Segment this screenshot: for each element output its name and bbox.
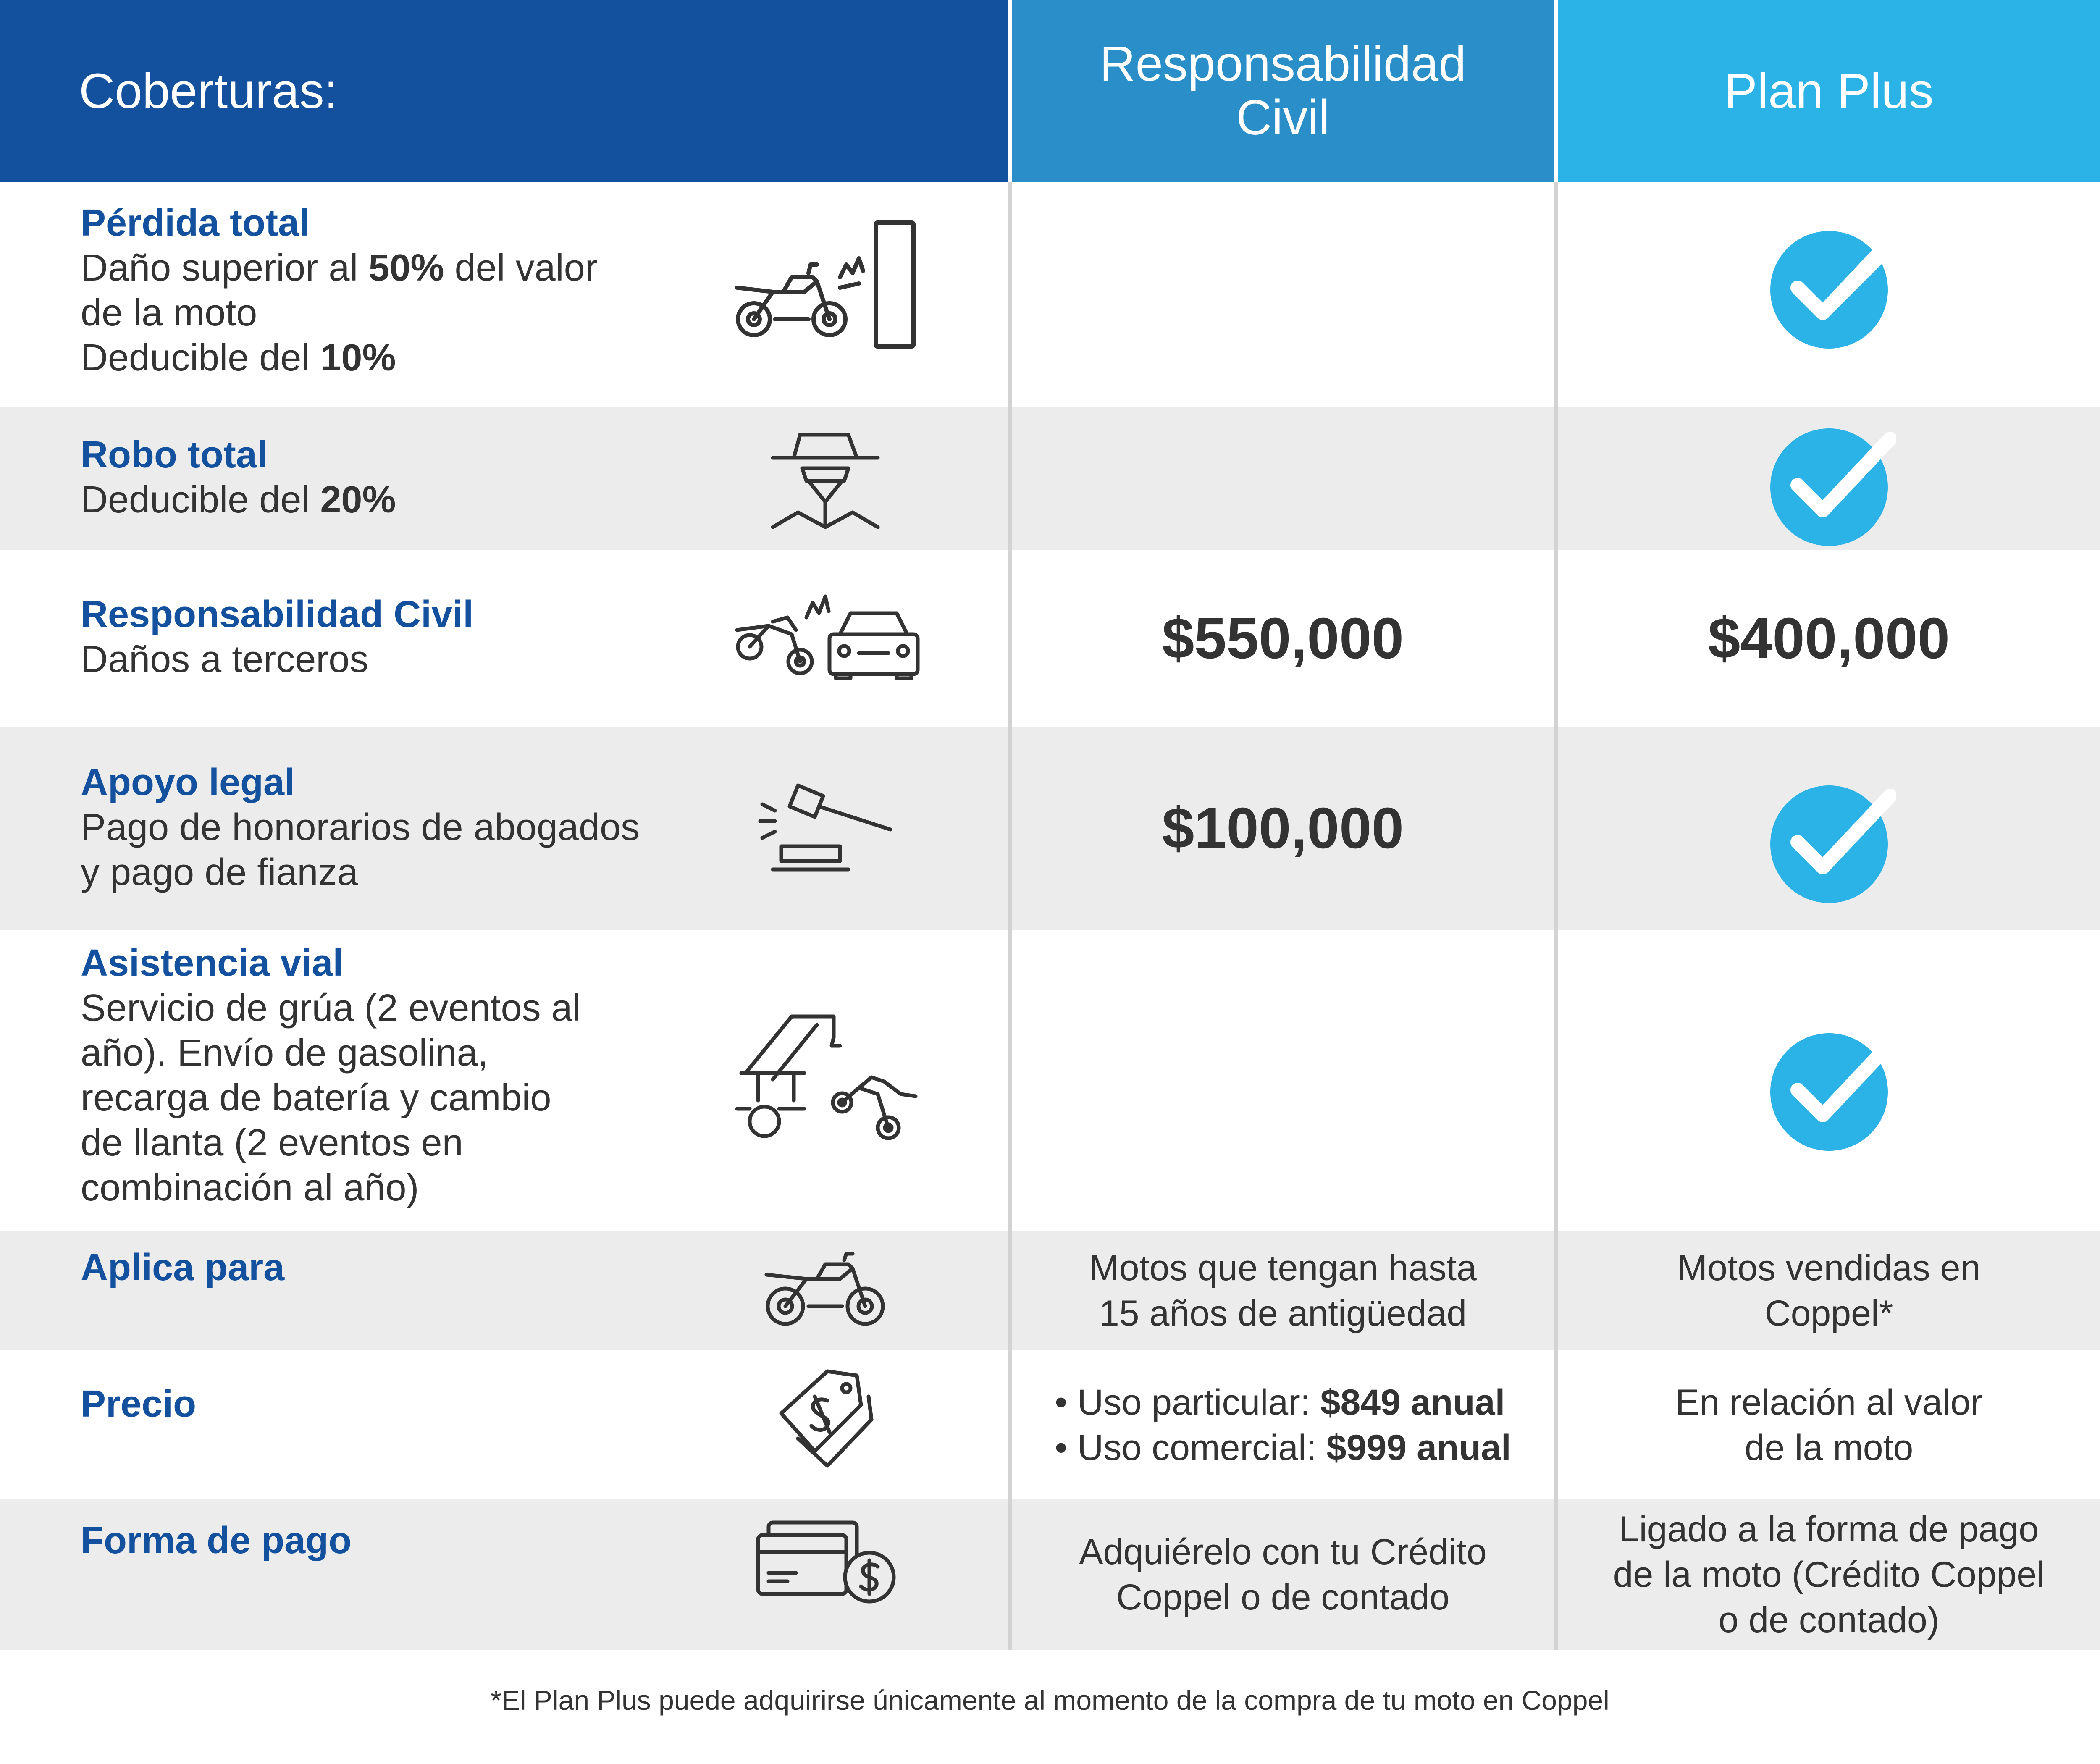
header-coberturas	[0, 0, 1008, 182]
cell-text: Motos vendidas en	[1677, 1247, 1981, 1288]
coverage-text: del valor	[444, 247, 598, 289]
credit-card-cash-icon	[754, 1518, 899, 1606]
cell-text: o de contado)	[1718, 1600, 1940, 1640]
coverage-responsabilidad-civil	[81, 592, 473, 682]
coverage-text: de llanta (2 eventos en	[81, 1122, 463, 1164]
header-coberturas-label: Coberturas:	[79, 63, 338, 119]
check-circle-icon	[1770, 422, 1896, 548]
rc-aplica-para	[1012, 1231, 1554, 1350]
rc-responsabilidad-civil-value	[1012, 550, 1554, 727]
coverage-perdida-total	[81, 201, 598, 381]
header-rc-line1: Responsabilidad	[1100, 36, 1466, 92]
coverage-text: Pago de honorarios de abogados	[81, 806, 640, 848]
header-plan-plus-label: Plan Plus	[1724, 63, 1934, 119]
coverage-bold: 50%	[368, 247, 444, 289]
cell-text: Coppel*	[1764, 1293, 1893, 1334]
coverage-text: Deducible del	[81, 337, 320, 379]
coverage-title: Apoyo legal	[81, 761, 295, 803]
coverage-title: Pérdida total	[81, 202, 310, 244]
coverage-text: de la moto	[81, 292, 257, 334]
column-divider-2	[1554, 182, 1558, 1650]
pp-forma-de-pago	[1558, 1499, 2100, 1650]
coverage-title: Precio	[81, 1383, 197, 1425]
rc-apoyo-legal-value	[1012, 727, 1554, 930]
coverage-forma-de-pago	[81, 1518, 352, 1563]
header-rc-line2: Civil	[1236, 89, 1330, 145]
pp-precio	[1558, 1350, 2100, 1499]
pp-responsabilidad-civil-value	[1558, 550, 2100, 727]
coverage-text: año). Envío de gasolina,	[81, 1032, 488, 1074]
motorcycle-car-collision-icon	[733, 592, 922, 680]
rc-precio	[1012, 1350, 1554, 1499]
coverage-apoyo-legal	[81, 760, 640, 895]
column-divider-1	[1008, 182, 1012, 1650]
coverage-text: Servicio de grúa (2 eventos al	[81, 987, 581, 1029]
cell-text: • Uso particular:	[1055, 1382, 1320, 1423]
cell-text: • Uso comercial:	[1055, 1427, 1326, 1468]
price-tag-icon	[773, 1367, 874, 1468]
cell-text: Coppel o de contado	[1116, 1577, 1450, 1617]
coverage-title: Asistencia vial	[81, 942, 344, 984]
price-bullet-comercial	[1055, 1425, 1511, 1470]
rc-forma-de-pago	[1012, 1499, 1554, 1650]
coverage-title: Robo total	[81, 434, 268, 476]
coverage-robo-total	[81, 433, 396, 522]
coverage-title: Forma de pago	[81, 1520, 352, 1562]
cell-text: de la moto	[1744, 1427, 1914, 1468]
cell-bold: $999 anual	[1326, 1427, 1511, 1468]
footnote: *El Plan Plus puede adquirirse únicamente al momento de la compra de tu moto en Coppel	[491, 1685, 1609, 1716]
tow-truck-icon	[733, 1008, 922, 1147]
coverage-text: recarga de batería y cambio	[81, 1077, 551, 1119]
gavel-icon	[756, 779, 895, 874]
coverage-title: Responsabilidad Civil	[81, 593, 474, 635]
amount-text: $100,000	[1162, 796, 1404, 861]
cell-text: de la moto (Crédito Coppel	[1613, 1554, 2045, 1595]
coverage-bold: 20%	[320, 479, 396, 521]
coverage-asistencia-vial	[81, 941, 581, 1210]
header-responsabilidad-civil	[1012, 0, 1554, 182]
cell-bold: $849 anual	[1320, 1382, 1505, 1423]
cell-text: 15 años de antigüedad	[1099, 1293, 1467, 1334]
coverage-aplica-para	[81, 1245, 284, 1290]
cell-text: Ligado a la forma de pago	[1619, 1509, 2039, 1549]
coverage-text: Daños a terceros	[81, 638, 369, 680]
amount-text: $550,000	[1162, 606, 1404, 671]
cell-text: Motos que tengan hasta	[1089, 1247, 1477, 1288]
motorcycle-crash-wall-icon	[733, 214, 922, 353]
check-circle-icon	[1770, 1027, 1896, 1153]
coverage-title: Aplica para	[81, 1247, 285, 1289]
pp-aplica-para	[1558, 1231, 2100, 1350]
amount-text: $400,000	[1708, 606, 1950, 671]
coverage-text: Deducible del	[81, 479, 320, 521]
coverage-text: Daño superior al	[81, 247, 369, 289]
cell-text: Adquiérelo con tu Crédito	[1079, 1532, 1487, 1572]
check-circle-icon	[1770, 779, 1896, 905]
coverage-bold: 10%	[320, 337, 396, 379]
motorcycle-icon	[762, 1250, 888, 1329]
price-bullet-particular	[1055, 1380, 1511, 1425]
coverage-precio	[81, 1382, 196, 1427]
check-circle-icon	[1770, 225, 1896, 351]
cell-text: En relación al valor	[1675, 1382, 1983, 1423]
coverage-text: y pago de fianza	[81, 851, 358, 893]
thief-icon	[764, 428, 886, 529]
header-plan-plus	[1558, 0, 2100, 182]
coverage-text: combinación al año)	[81, 1167, 419, 1209]
